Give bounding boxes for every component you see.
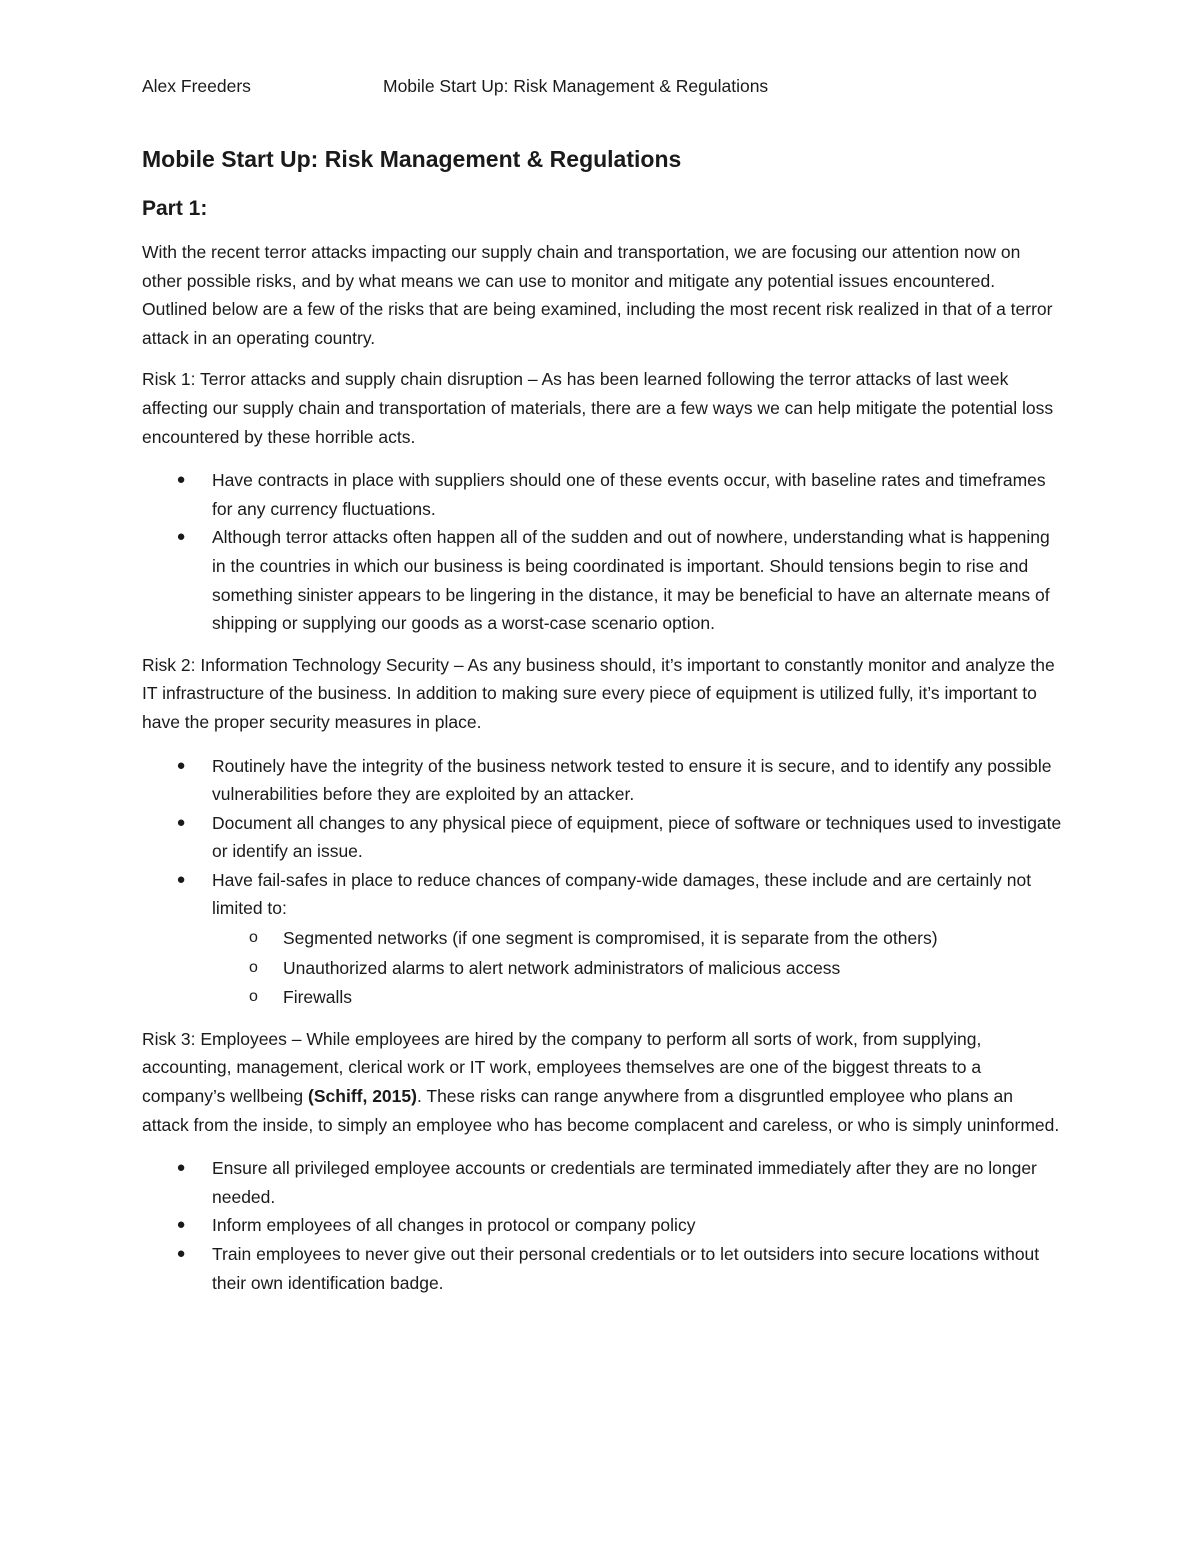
bullet-icon: ● xyxy=(176,1245,186,1262)
list-item-text: Ensure all privileged employee accounts or credentials are terminated immediately after they are no longer needed. xyxy=(212,1158,1037,1207)
hollow-bullet-icon: o xyxy=(249,958,258,976)
sub-list-item xyxy=(249,924,1062,953)
bullet-icon: ● xyxy=(176,813,186,831)
bullet-icon: ● xyxy=(176,870,186,888)
bullet-icon: ● xyxy=(176,471,186,489)
page-header xyxy=(142,74,1062,98)
list-item xyxy=(176,466,1062,523)
risk-2-paragraph: Risk 2: Information Technology Security – As any business should, it’s important to constantly monitor and analyze the IT infrastructure of the business. In addition to making sure every piece of equipment is utilized fully, it’s important to have the proper security measures in place. xyxy=(142,654,1055,732)
list-item-text: Train employees to never give out their personal credentials or to let outsiders into secure locations without their own identification badge. xyxy=(212,1244,1040,1293)
sub-list-item xyxy=(249,983,1062,1012)
bullet-icon: ● xyxy=(176,1216,186,1234)
intro-paragraph: With the recent terror attacks impacting our supply chain and transportation, we are focusing our attention now on other possible risks, and by what means we can use to monitor and mitigate any potential issues encountered. Outlined below are a few of the risks that are being examined, including the most recent risk realized in that of a terror attack in an operating country. xyxy=(142,242,1053,348)
bullet-icon: ● xyxy=(176,1159,186,1177)
sub-list-item-text: Unauthorized alarms to alert network administrators of malicious access xyxy=(283,957,841,978)
list-item xyxy=(176,752,1062,809)
bullet-icon: ● xyxy=(176,528,186,546)
risk-3-bullet-list xyxy=(142,1154,1062,1297)
list-item-text: Routinely have the integrity of the business network tested to ensure it is secure, and to identify any possible vulnerabilities before they are exploited by an attacker. xyxy=(212,755,1052,805)
risk-3-paragraph xyxy=(142,1025,1062,1139)
part-heading: Part 1: xyxy=(142,197,208,220)
list-item-text: Document all changes to any physical piece of equipment, piece of software or techniques used to investigate or identify an issue. xyxy=(212,812,1062,862)
list-item xyxy=(176,1154,1062,1211)
header-running-title: Mobile Start Up: Risk Management & Regulations xyxy=(383,76,769,96)
list-item-text: Inform employees of all changes in protocol or company policy xyxy=(212,1215,696,1236)
risk-2-bullet-list xyxy=(142,752,1062,1012)
sub-list-item-text: Firewalls xyxy=(283,987,353,1008)
list-item-text: Have contracts in place with suppliers should one of these events occur, with baseline rates and timeframes for any currency fluctuations. xyxy=(212,470,1046,519)
citation: (Schiff, 2015) xyxy=(308,1086,417,1107)
risk-2-sub-list xyxy=(212,924,1062,1012)
document-body xyxy=(142,142,1062,1297)
list-item xyxy=(176,523,1062,637)
risk-1-paragraph: Risk 1: Terror attacks and supply chain disruption – As has been learned following the terror attacks of last week affecting our supply chain and transportation of materials, there are a few ways we can help mitigate the potential loss encountered by these horrible acts. xyxy=(142,369,1054,447)
risk-1-bullet-list xyxy=(142,466,1062,638)
document-title: Mobile Start Up: Risk Management & Regulations xyxy=(142,146,682,172)
risk-3-text-start: Risk 3: Employees – While employees are hired by the company to perform all sorts of work, from supplying, accounting, management, clerical work or IT work, employees themselves are one of the biggest threats to a company’s wellbeing xyxy=(142,1028,982,1107)
sub-list-item xyxy=(249,954,1062,983)
list-item-text: Although terror attacks often happen all of the sudden and out of nowhere, understanding what is happening in the countries in which our business is being coordinated is important. Should tensions begin to rise and something sinister appears to be lingering in the distance, it may be beneficial to have an alternate means of shipping or supplying our goods as a worst-case scenario option. xyxy=(212,527,1050,634)
hollow-bullet-icon: o xyxy=(249,988,258,1006)
list-item xyxy=(176,1240,1062,1297)
list-item xyxy=(176,809,1062,866)
hollow-bullet-icon: o xyxy=(249,929,258,947)
header-author: Alex Freeders xyxy=(142,76,251,96)
list-item xyxy=(176,1211,1062,1240)
risk-3-text-end: . These risks can range anywhere from a disgruntled employee who plans an attack from the inside, to simply an employee who has become complacent and careless, or who is simply uninformed. xyxy=(142,1086,1060,1135)
sub-list-item-text: Segmented networks (if one segment is compromised, it is separate from the others) xyxy=(283,928,938,949)
list-item-text: Have fail-safes in place to reduce chances of company-wide damages, these include and are certainly not limited to: xyxy=(212,869,1032,919)
bullet-icon: ● xyxy=(176,756,186,774)
list-item xyxy=(176,866,1062,1012)
